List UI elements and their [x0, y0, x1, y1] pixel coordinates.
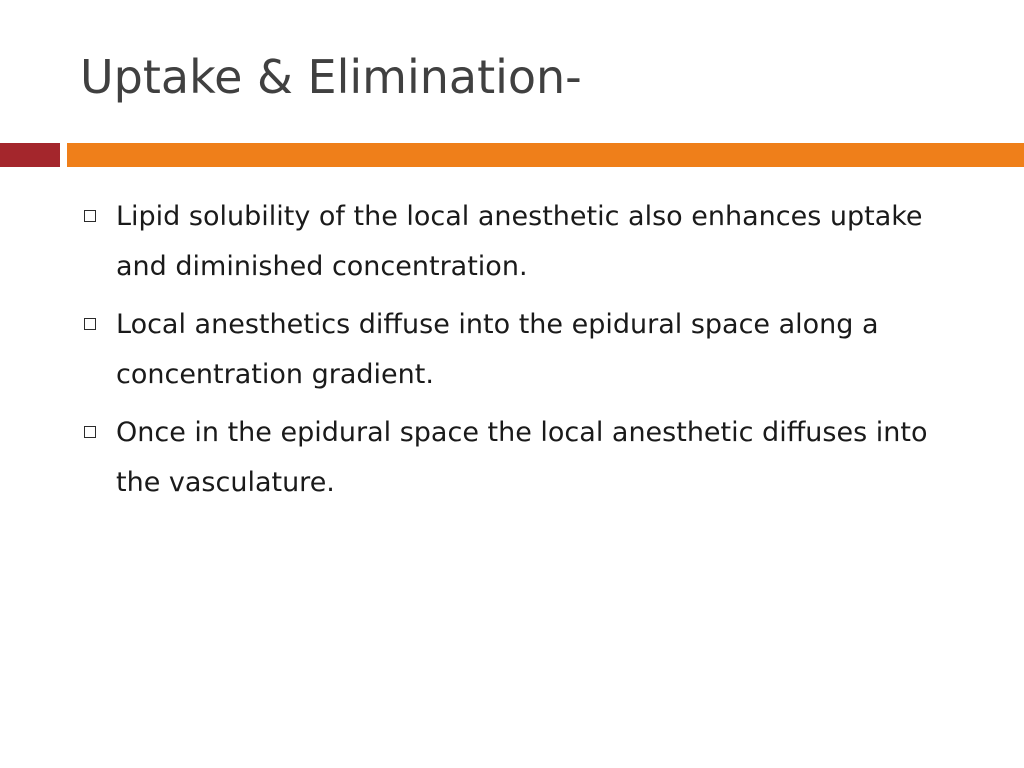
square-bullet-icon — [84, 426, 96, 438]
bullet-text: Once in the epidural space the local anesthetic diffuses into the vasculature. — [116, 417, 928, 498]
bullet-item — [80, 192, 980, 292]
accent-bar-left — [0, 143, 60, 167]
accent-bar-right — [67, 143, 1024, 167]
bullet-list — [80, 192, 980, 516]
square-bullet-icon — [84, 210, 96, 222]
bullet-item — [80, 300, 980, 400]
bullet-item — [80, 408, 980, 508]
bullet-text: Local anesthetics diffuse into the epidural space along a concentration gradient. — [116, 309, 879, 390]
bullet-text: Lipid solubility of the local anesthetic also enhances uptake and diminished concentration. — [116, 201, 923, 282]
slide-title: Uptake & Elimination- — [80, 50, 582, 104]
square-bullet-icon — [84, 318, 96, 330]
